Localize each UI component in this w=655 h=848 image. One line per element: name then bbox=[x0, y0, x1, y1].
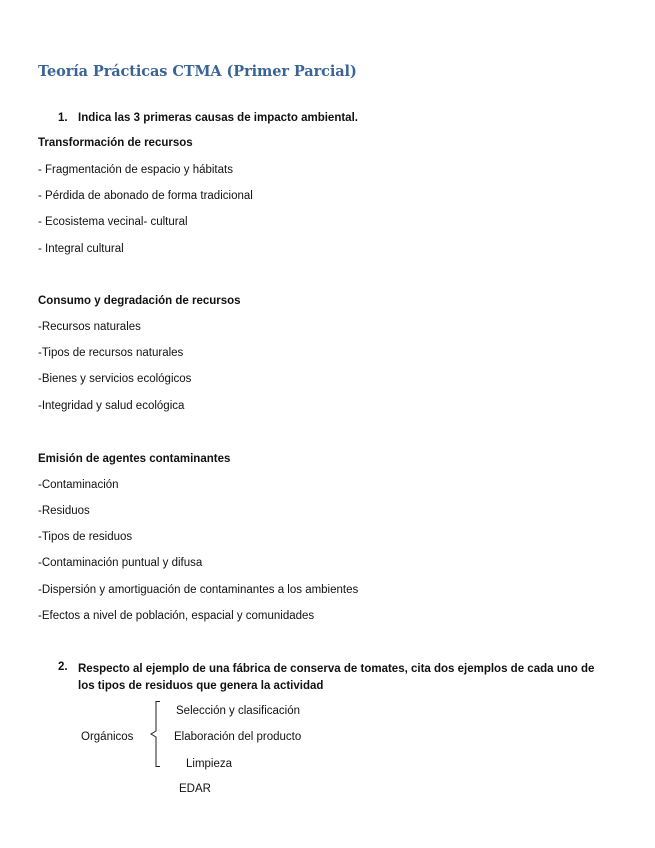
section-2-item: -Recursos naturales bbox=[38, 321, 141, 333]
document-title: Teoría Prácticas CTMA (Primer Parcial) bbox=[38, 63, 357, 80]
section-2-item: -Tipos de recursos naturales bbox=[38, 347, 184, 359]
section-2-item: -Integridad y salud ecológica bbox=[38, 400, 185, 412]
diagram-branch: Elaboración del producto bbox=[174, 731, 302, 743]
section-1-heading: Transformación de recursos bbox=[38, 137, 193, 149]
diagram-branch: Limpieza bbox=[186, 758, 233, 770]
question-2-number: 2. bbox=[58, 661, 68, 673]
question-1-text: Indica las 3 primeras causas de impacto ambiental. bbox=[78, 112, 358, 124]
section-3-item: -Tipos de residuos bbox=[38, 531, 133, 543]
section-3-item: -Contaminación bbox=[38, 479, 119, 491]
section-3-heading: Emisión de agentes contaminantes bbox=[38, 453, 231, 465]
diagram-extra-label: EDAR bbox=[179, 783, 211, 795]
section-3-item: -Efectos a nivel de población, espacial y comunidades bbox=[38, 610, 315, 622]
section-2-heading: Consumo y degradación de recursos bbox=[38, 295, 241, 307]
question-1-number: 1. bbox=[58, 112, 68, 124]
section-3-item: -Contaminación puntual y difusa bbox=[38, 557, 203, 569]
section-1-item: - Fragmentación de espacio y hábitats bbox=[38, 164, 233, 176]
diagram-root-label: Orgánicos bbox=[81, 731, 134, 743]
section-1-item: - Integral cultural bbox=[38, 243, 124, 255]
section-2-item: -Bienes y servicios ecológicos bbox=[38, 373, 192, 385]
diagram-branch: Selección y clasificación bbox=[176, 705, 301, 717]
brace-icon bbox=[148, 700, 162, 768]
question-2-text: Respecto al ejemplo de una fábrica de conserva de tomates, cita dos ejemplos de cada uno de los tipos de residuos que genera la actividad bbox=[78, 663, 595, 692]
section-3-item: -Dispersión y amortiguación de contaminantes a los ambientes bbox=[38, 584, 359, 596]
section-1-item: - Ecosistema vecinal- cultural bbox=[38, 216, 188, 228]
section-3-item: -Residuos bbox=[38, 505, 90, 517]
section-1-item: - Pérdida de abonado de forma tradicional bbox=[38, 190, 253, 202]
